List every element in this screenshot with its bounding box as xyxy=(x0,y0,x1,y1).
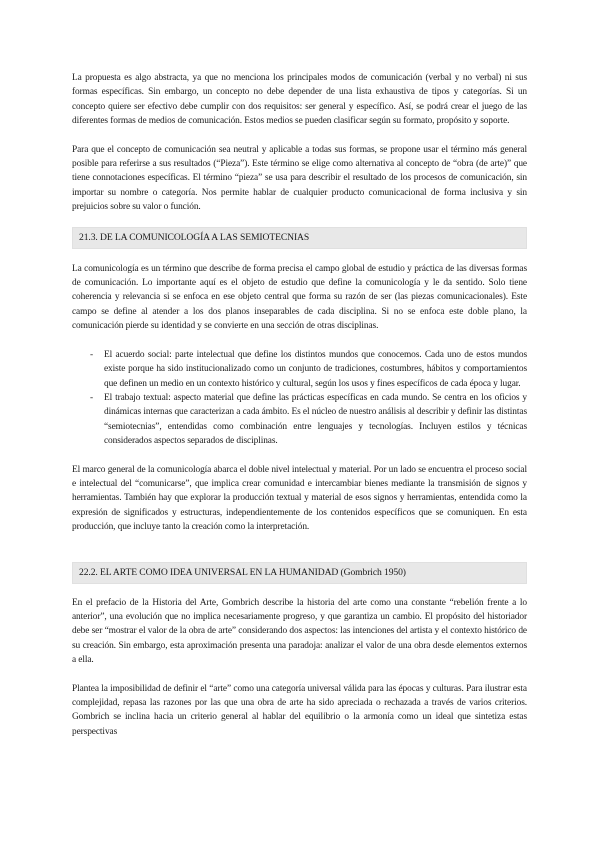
paragraph-pieza: Para que el concepto de comunicación sea neutral y aplicable a todas sus formas, se propone usar el término más general posible para referirse a sus resultados (“Pieza”). Este término se elige como alternativa al concepto de “obra (de arte)” que tiene connotaciones específicas. El término “pieza” se usa para describir el resultado de los procesos de comunicación, sin importar su nombre o categoría. Nos permite hablar de cualquier producto comunicacional de forma inclusiva y sin prejuicios sobre su valor o función. xyxy=(72,144,527,213)
bullet-marker: - xyxy=(90,349,94,360)
bullet-marker: - xyxy=(90,392,94,403)
page-content xyxy=(72,71,527,739)
bullet-list xyxy=(72,348,527,449)
paragraph-comunicologia: La comunicología es un término que describe de forma precisa el campo global de estudio y práctica de las diversas formas de comunicación. Lo importante aquí es el objeto de estudio que define la comunicología y le da sentido. Solo tiene coherencia y relevancia si se enfoca en ese objeto central que forma su razón de ser (las piezas comunicacionales). Este campo se define al atender a los dos planos inseparables de cada disciplina. Si no se enfoca este doble plano, la comunicación pierde su identidad y se convierte en una sección de otras disciplinas. xyxy=(72,263,527,332)
paragraph-gombrich-arte: Plantea la imposibilidad de definir el “arte” como una categoría universal válida para las épocas y culturas. Para ilustrar esta complejidad, repasa las razones por las que una obra de arte ha sido apreciada o rechazada a través de varios criterios. Gombrich se inclina hacia un criterio general al hablar del equilibrio o la armonía como un ideal que sintetiza estas perspectivas xyxy=(72,683,527,737)
list-item-text: El trabajo textual: aspecto material que define las prácticas específicas en cada mundo. Se centra en los oficios y dinámicas internas que caracterizan a cada ámbito. Es el núcleo de nuestro análisis al describir y definir las distintas “semiotecnias”, entendidas como combinación entre lenguajes y tecnologías. Incluyen estilos y técnicas considerados aspectos separados de disciplinas. xyxy=(104,392,527,447)
paragraph-gombrich-prefacio: En el prefacio de la Historia del Arte, Gombrich describe la historia del arte como una constante “rebelión frente a lo anterior”, una evolución que no implica necesariamente progreso, y que garantiza un cambio. El propósito del historiador debe ser “mostrar el valor de la obra de arte” considerando dos aspectos: las intenciones del artista y el contexto histórico de su creación. Sin embargo, esta aproximación presenta una paradoja: analizar el valor de una obra desde elementos externos a ella. xyxy=(72,597,527,666)
paragraph-marco-general: El marco general de la comunicología abarca el doble nivel intelectual y material. Por un lado se encuentra el proceso social e intelectual del “comunicarse”, que implica crear comunidad e intercambiar bienes mediante la transmisión de signos y herramientas. También hay que explorar la producción textual y material de esos signos y herramientas, entendida como la expresión de significados y estructuras, independientemente de los contenidos específicos que se comuniquen. En esta producción, que incluye tanto la creación como la interpretación. xyxy=(72,464,527,533)
section-heading-arte: 22.2. EL ARTE COMO IDEA UNIVERSAL EN LA HUMANIDAD (Gombrich 1950) xyxy=(72,562,527,584)
paragraph-intro: La propuesta es algo abstracta, ya que no menciona los principales modos de comunicación (verbal y no verbal) ni sus formas específicas. Sin embargo, un concepto no debe depender de una lista exhaustiva de tipos y categorías. Si un concepto quiere ser efectivo debe cumplir con dos requisitos: ser general y específico. Así, se podrá crear el juego de las diferentes formas de medios de comunicación. Estos medios se pueden clasificar según su formato, propósito y soporte. xyxy=(72,73,527,127)
section-heading-comunicologia: 21.3. DE LA COMUNICOLOGÍA A LAS SEMIOTECNIAS xyxy=(72,227,527,249)
list-item xyxy=(72,348,527,391)
list-item-text: El acuerdo social: parte intelectual que define los distintos mundos que conocemos. Cada uno de estos mundos existe porque ha sido institucionalizado como un conjunto de tradiciones, costumbres, hábitos y comportamientos que definen un medio en un contexto histórico y cultural, según los usos y fines específicos de cada época y lugar. xyxy=(104,349,527,389)
list-item xyxy=(72,391,527,449)
